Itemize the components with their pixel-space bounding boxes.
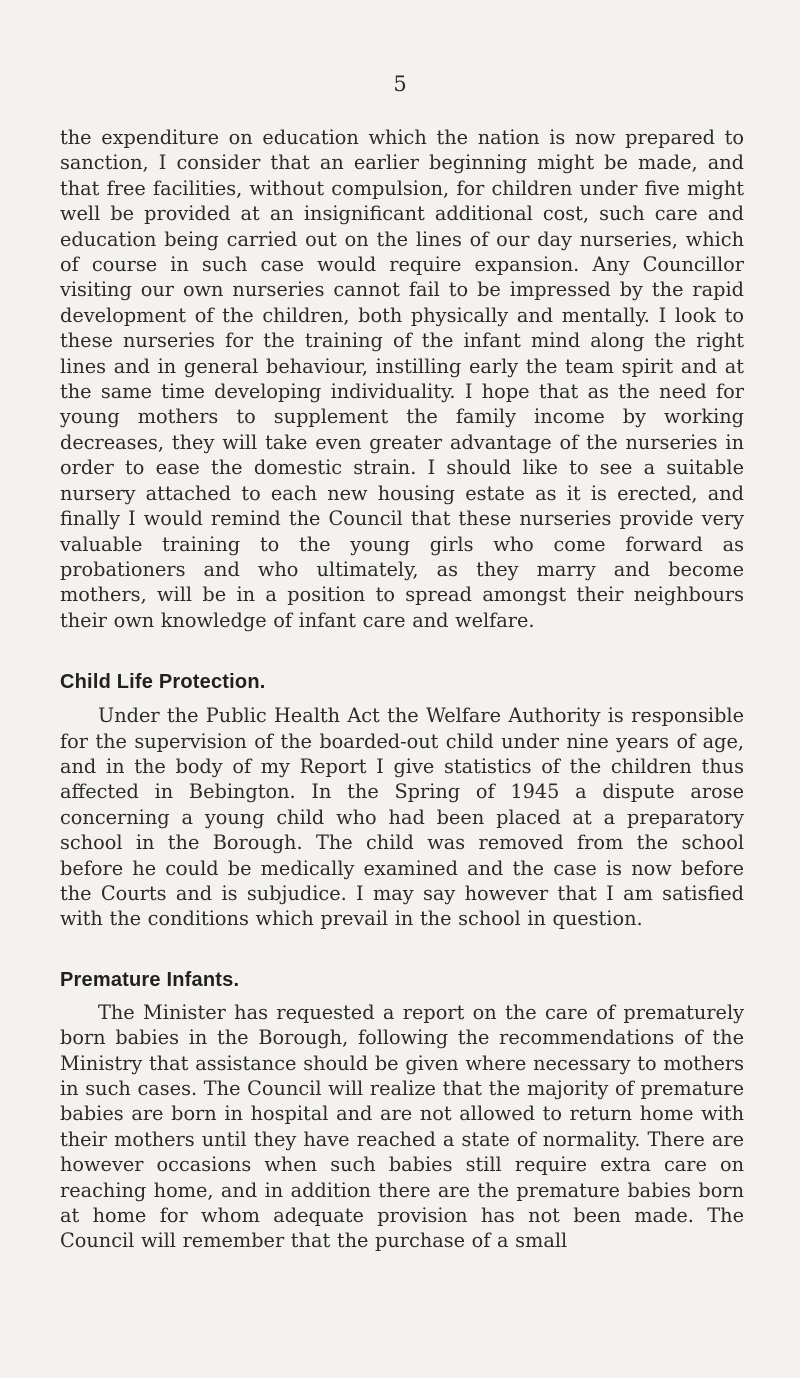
section-heading-child-life-protection: Child Life Protection. [60, 671, 266, 694]
body-paragraph-nursery-education: the expenditure on education which the nation is now prepared to sanction, I consider that an earlier beginning might be made, and that free facilities, without compulsion, for children under five might well be provided at an insignificant additional cost, such care and education being carried out on the lines of our day nurseries, which of course in such case would require expansion. Any Councillor visiting our own nurseries cannot fail to be impressed by the rapid development of the children, both physically and mentally. I look to these nurseries for the training of the infant mind along the right lines and in general behaviour, instilling early the team spirit and at the same time developing individuality. I hope that as the need for young mothers to supplement the family income by working decreases, they will take even greater advantage of the nurseries in order to ease the domestic strain. I should like to see a suitable nursery attached to each new housing estate as it is erected, and finally I would remind the Council that these nurseries provide very valuable training to the young girls who come forward as probationers and who ultimately, as they marry and become mothers, will be in a position to spread amongst their neighbours their own knowledge of infant care and welfare. [60, 126, 744, 632]
section-heading-premature-infants: Premature Infants. [60, 968, 240, 991]
document-body [60, 125, 744, 1254]
body-paragraph-premature-infants: The Minister has requested a report on the care of prematurely born babies in the Borough, following the recommendations of the Ministry that assistance should be given where necessary to mothers in such cases. The Council will realize that the majority of premature babies are born in hospital and are not allowed to return home with their mothers until they have reached a state of normality. There are however occasions when such babies still require extra care on reaching home, and in addition there are the premature babies born at home for whom adequate provision has not been made. The Council will remember that the purchase of a small [60, 1000, 744, 1253]
body-paragraph-child-life-protection: Under the Public Health Act the Welfare Authority is responsible for the supervision of the boarded-out child under nine years of age, and in the body of my Report I give statistics of the children thus affected in Bebington. In the Spring of 1945 a dispute arose concerning a young child who had been placed at a preparatory school in the Borough. The child was removed from the school before he could be medically examined and the case is now before the Courts and is subjudice. I may say however that I am satisfied with the conditions which prevail in the school in question. [60, 704, 744, 931]
page-number: 5 [393, 72, 407, 96]
